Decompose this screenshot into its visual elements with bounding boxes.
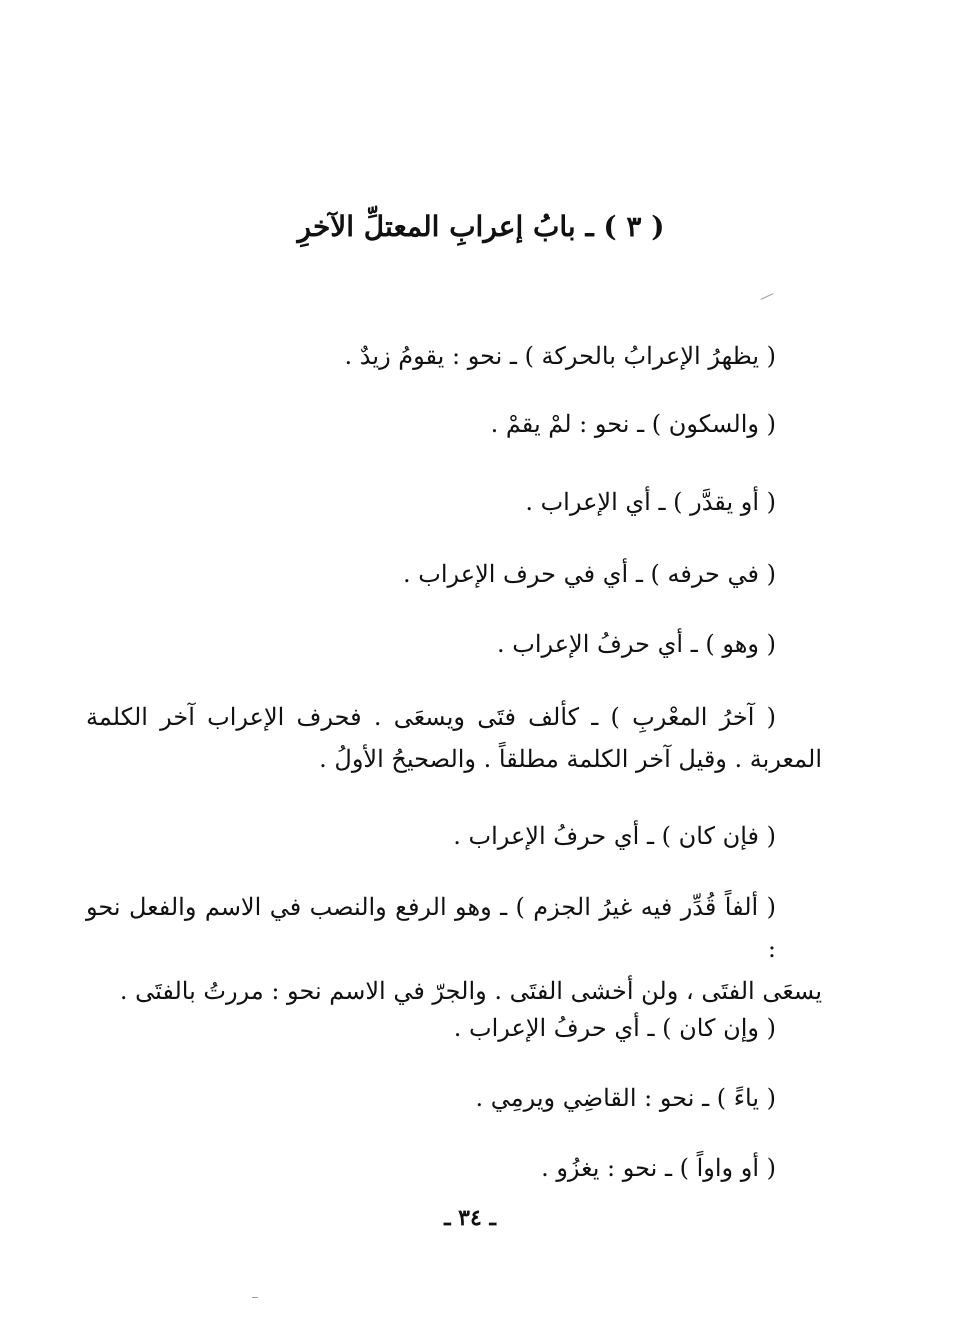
entry-line: ( ياءً ) ـ نحو : القاضِي ويرمِي . [475,1084,776,1112]
paragraph-line-1: ( آخرُ المعْربِ ) ـ كألف فتَى ويسعَى . فحرف الإعراب آخر الكلمة [86,703,776,731]
entry-line: ( فإن كان ) ـ أي حرفُ الإعراب . [453,822,776,850]
entry-line: ( والسكون ) ـ نحو : لمْ يقمْ . [490,410,776,438]
entry-line: ( أو واواً ) ـ نحو : يغزُو . [541,1154,776,1182]
entry-line: ( في حرفه ) ـ أي في حرف الإعراب . [402,560,776,588]
paragraph-line-2: يسعَى الفتَى ، ولن أخشى الفتَى . والجرّ في الاسم نحو : مررتُ بالفتَى . [119,977,822,1005]
scan-speck [252,1297,258,1298]
entry-line: ( أو يقدَّر ) ـ أي الإعراب . [525,488,776,516]
paragraph-line-1: ( ألفاً قُدِّر فيه غيرُ الجزم ) ـ وهو الرفع والنصب في الاسم والفعل نحو : [86,893,776,963]
entry-line: ( وهو ) ـ أي حرفُ الإعراب . [496,630,776,658]
entry-paragraph [86,696,822,780]
paragraph-line-2: المعربة . وقيل آخر الكلمة مطلقاً . والصحيحُ الأولُ . [319,745,822,773]
scan-speck [760,293,773,300]
entry-line: ( يظهرُ الإعرابُ بالحركة ) ـ نحو : يقومُ زيدٌ . [344,342,776,370]
page-number: ـ ٣٤ ـ [444,1205,496,1231]
entry-line: ( وإن كان ) ـ أي حرفُ الإعراب . [453,1014,776,1042]
section-heading: ( ٣ ) ـ بابُ إعرابِ المعتلِّ الآخرِ [297,210,665,243]
entry-paragraph [86,886,822,1012]
